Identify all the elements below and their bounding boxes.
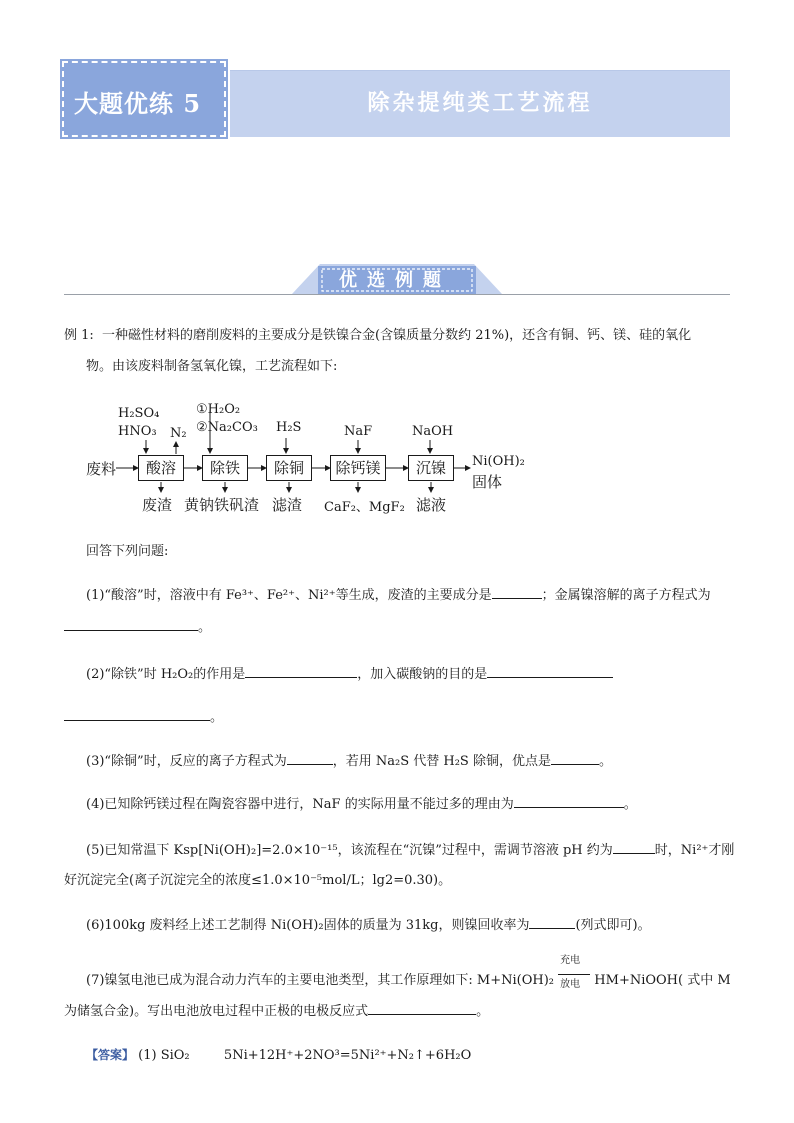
question-2-end: 。 xyxy=(210,710,224,725)
question-3-text-a: (3)“除铜”时，反应的离子方程式为 xyxy=(86,754,287,769)
residue-filter-slag: 滤渣 xyxy=(272,496,303,514)
question-1-text-b: ；金属镍溶解的离子方程式为 xyxy=(541,588,711,603)
flow-input: 废料 xyxy=(86,460,117,478)
question-7-text-a: (7)镍氢电池已成为混合动力汽车的主要电池类型，其工作原理如下: M+Ni(OH)₂ xyxy=(86,973,555,988)
answer-blank-q1-residue[interactable] xyxy=(492,586,542,599)
reagent-h2so4: H₂SO₄ xyxy=(118,406,160,421)
question-6-text-a: (6)100kg 废料经上述工艺制得 Ni(OH)₂固体的质量为 31kg，则镍回收率为 xyxy=(86,918,530,933)
example-intro-line2: 物。由该废料制备氢氧化镍，工艺流程如下: xyxy=(86,359,338,374)
answer-prompt: 回答下列问题: xyxy=(86,544,169,559)
question-3-end: 。 xyxy=(598,754,612,769)
flow-box-remove-copper: 除铜 xyxy=(266,455,312,481)
question-3-text-b: ，若用 Na₂S 代替 H₂S 除铜，优点是 xyxy=(332,754,551,769)
reagent-na2co3: ②Na₂CO₃ xyxy=(196,420,258,435)
flow-box-remove-ca-mg: 除钙镁 xyxy=(330,455,386,481)
process-flow-diagram xyxy=(86,398,546,516)
example-label: 例 1: xyxy=(64,328,94,343)
question-5 xyxy=(86,841,734,860)
residue-jarosite: 黄钠铁矾渣 xyxy=(184,496,260,514)
question-1-text-a: (1)“酸溶”时，溶液中有 Fe³⁺、Fe²⁺、Ni²⁺等生成，废渣的主要成分是 xyxy=(86,588,492,603)
reagent-h2o2: ①H₂O₂ xyxy=(196,402,241,417)
answer-tag: 【答案】 xyxy=(86,1048,135,1062)
reaction-arrow-line xyxy=(558,974,590,975)
answer-equation: 5Ni+12H⁺+2NO³=5Ni²⁺+N₂↑+6H₂O xyxy=(223,1048,472,1063)
answer-blank-q7[interactable] xyxy=(368,1002,476,1015)
residue-waste-slag: 废渣 xyxy=(142,496,173,514)
page-title: 除杂提纯类工艺流程 xyxy=(367,90,593,116)
question-1-end: 。 xyxy=(198,620,212,635)
question-6-text-b: (列式即可)。 xyxy=(575,918,651,933)
question-6 xyxy=(86,916,651,935)
section-divider xyxy=(64,294,730,295)
product-formula: Ni(OH)₂ xyxy=(472,454,525,469)
question-2 xyxy=(86,665,613,684)
flow-box-precipitate-ni: 沉镍 xyxy=(408,455,454,481)
product-solid: 固体 xyxy=(472,473,503,491)
answer-blank-q2-cont[interactable] xyxy=(64,708,210,721)
discharge-label: 放电 xyxy=(560,979,581,990)
answer-line xyxy=(86,1046,471,1065)
section-tag-label: 优选例题 xyxy=(339,270,451,291)
answer-blank-q3-advantage[interactable] xyxy=(551,752,599,765)
gas-n2: N₂ xyxy=(170,426,187,441)
answer-blank-q1-equation[interactable] xyxy=(64,618,198,631)
question-2-text-b: ，加入碳酸钠的目的是 xyxy=(357,667,488,682)
answer-blank-q2-h2o2[interactable] xyxy=(245,665,357,678)
question-2-text-a: (2)“除铁”时 H₂O₂的作用是 xyxy=(86,667,246,682)
question-5-line2: 好沉淀完全(离子沉淀完全的浓度≤1.0×10⁻⁵mol/L；lg2=0.30)。 xyxy=(64,873,452,888)
flow-box-remove-iron: 除铁 xyxy=(202,455,248,481)
question-1 xyxy=(86,586,711,605)
answer-blank-q6[interactable] xyxy=(529,916,575,929)
residue-caf2-mgf2: CaF₂、MgF₂ xyxy=(324,500,405,515)
reagent-naf: NaF xyxy=(344,424,373,439)
question-7 xyxy=(86,955,731,990)
question-7-end: 。 xyxy=(476,1004,490,1019)
section-badge-label: 大题优练 5 xyxy=(74,89,202,118)
reagent-hno3: HNO₃ xyxy=(118,424,157,439)
flow-box-acid-dissolve: 酸溶 xyxy=(138,455,184,481)
residue-filtrate: 滤液 xyxy=(416,496,447,514)
answer-part-1: (1) SiO₂ xyxy=(138,1048,190,1063)
question-4-end: 。 xyxy=(623,797,637,812)
question-3 xyxy=(86,752,612,771)
reagent-h2s: H₂S xyxy=(276,420,302,435)
charge-label: 充电 xyxy=(560,955,581,966)
question-4 xyxy=(86,795,637,814)
answer-blank-q2-na2co3[interactable] xyxy=(487,665,613,678)
reagent-naoh: NaOH xyxy=(412,424,454,439)
question-2-line2 xyxy=(64,708,223,727)
example-intro-line1: 一种磁性材料的磨削废料的主要成分是铁镍合金(含镍质量分数约 21%)，还含有铜、钙、镁、硅的氧化 xyxy=(102,328,692,343)
reversible-arrow xyxy=(558,955,590,990)
question-7-text-c: 为储氢合金)。写出电池放电过程中正极的电极反应式 xyxy=(64,1004,369,1019)
question-7-text-b: HM+NiOOH( 式中 M xyxy=(594,973,731,988)
question-7-line2 xyxy=(64,1002,489,1021)
answer-blank-q5-ph[interactable] xyxy=(613,841,655,854)
question-1-line2 xyxy=(64,618,211,637)
question-5-text-a: (5)已知常温下 Ksp[Ni(OH)₂]=2.0×10⁻¹⁵，该流程在“沉镍”过程中，需调节溶液 pH 约为 xyxy=(86,843,613,858)
question-5-text-b: 时，Ni²⁺才刚 xyxy=(654,843,735,858)
answer-blank-q3-equation[interactable] xyxy=(287,752,333,765)
question-4-text-a: (4)已知除钙镁过程在陶瓷容器中进行，NaF 的实际用量不能过多的理由为 xyxy=(86,797,514,812)
answer-blank-q4[interactable] xyxy=(514,795,624,808)
